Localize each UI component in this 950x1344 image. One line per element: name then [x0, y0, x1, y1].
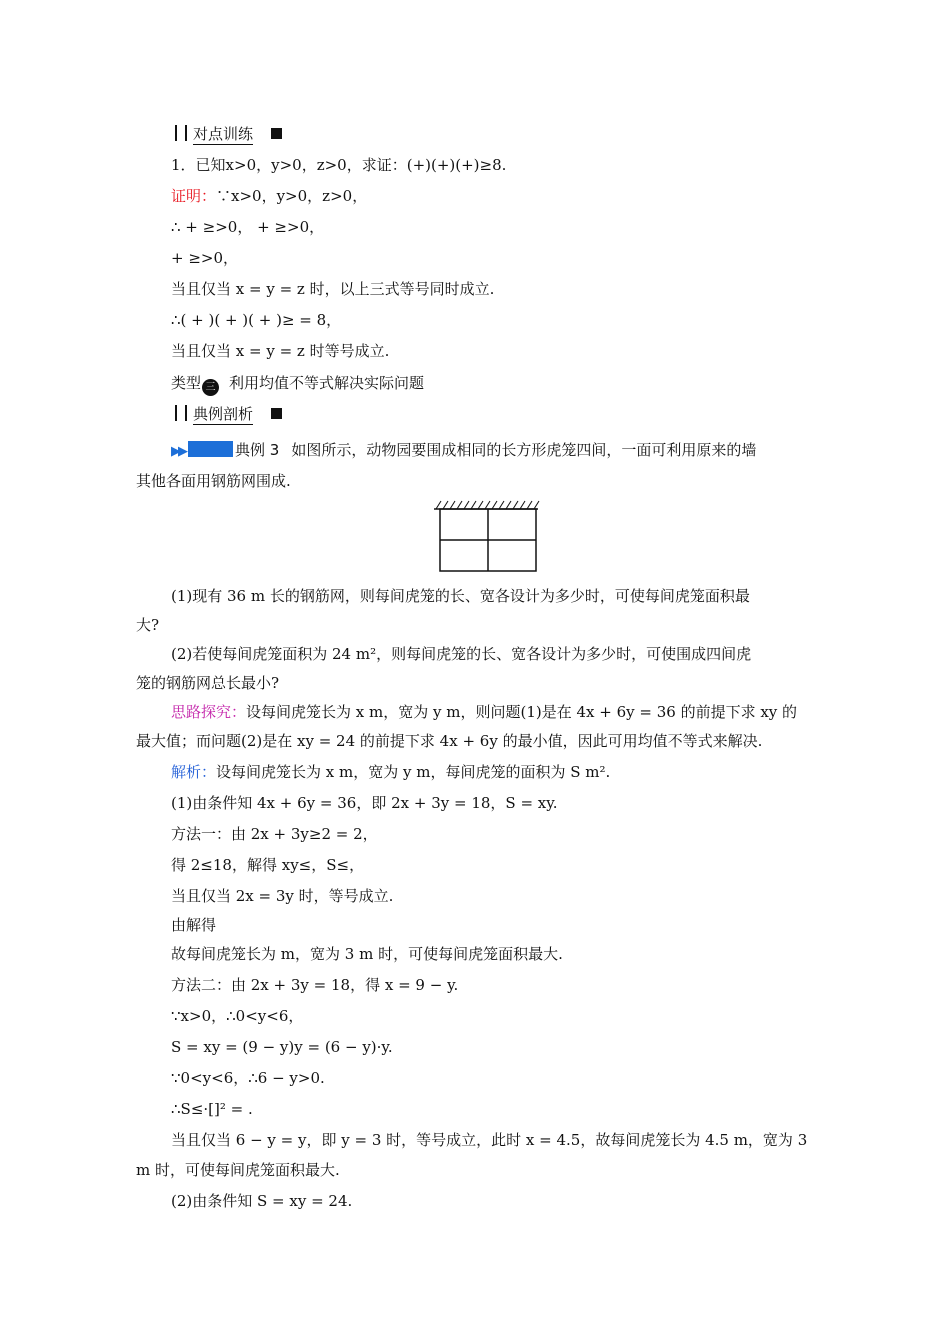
solution-step-10: ∵0<y<6，∴6 − y>0.	[171, 1069, 325, 1087]
solution-step-9: S = xy = (9 − y)y = (6 − y)·y.	[171, 1038, 393, 1056]
problem-statement: 1．已知x>0，y>0，z>0，求证：(+)(+)(+)≥8.	[171, 156, 507, 174]
proof-label: 证明：	[171, 187, 217, 205]
solution-step-1: (1)由条件知 4x + 6y = 36，即 2x + 3y = 18，S = xy.	[171, 794, 558, 812]
section-heading-examples: 典例剖析	[171, 404, 282, 424]
double-arrow-icon: ▶▶	[171, 444, 185, 459]
wall-hatching	[434, 501, 539, 509]
solution-step-12: 当且仅当 6 − y = y，即 y = 3 时，等号成立，此时 x = 4.5，故每间虎笼长为 4.5 m，宽为 3	[171, 1131, 808, 1149]
square-icon	[271, 408, 282, 419]
example-line-1: ▶▶ 典例 3 如图所示，动物园要围成相同的长方形虎笼四间，一面可利用原来的墙	[171, 441, 757, 459]
example-tag-block	[188, 441, 233, 457]
question-2-line-1: (2)若使每间虎笼面积为 24 m²，则每间虎笼的长、宽各设计为多少时，可使围成四间虎	[171, 645, 752, 663]
solution-step-8: ∵x>0，∴0<y<6，	[171, 1007, 304, 1025]
question-1-line-1: (1)现有 36 m 长的钢筋网，则每间虎笼的长、宽各设计为多少时，可使每间虎笼面积最	[171, 587, 750, 605]
cage-diagram	[430, 498, 542, 574]
solution-step-2: 方法一：由 2x + 3y≥2 = 2，	[171, 825, 378, 843]
question-2-line-2: 笼的钢筋网总长最小?	[136, 674, 280, 692]
solution-intro: 解析：设每间虎笼长为 x m，宽为 y m，每间虎笼的面积为 S m².	[171, 763, 611, 781]
proof-line-6: 当且仅当 x = y = z 时等号成立.	[171, 342, 390, 360]
idea-label: 思路探究：	[171, 703, 247, 721]
solution-step-4: 当且仅当 2x = 3y 时，等号成立.	[171, 887, 394, 905]
idea-line-2: 最大值；而问题(2)是在 xy = 24 的前提下求 4x + 6y 的最小值，因此可用均值不等式来解决.	[136, 732, 763, 750]
solution-label: 解析：	[171, 763, 217, 781]
type-heading: 类型 三 利用均值不等式解决实际问题	[171, 373, 424, 396]
solution-step-14: (2)由条件知 S = xy = 24.	[171, 1192, 353, 1210]
solution-step-5: 由解得	[171, 916, 217, 934]
square-icon	[271, 128, 282, 139]
solution-step-7: 方法二：由 2x + 3y = 18，得 x = 9 − y.	[171, 976, 459, 994]
proof-line-5: ∴( + )( + )( + )≥ = 8，	[171, 311, 342, 329]
idea-line-1: 思路探究：设每间虎笼长为 x m，宽为 y m，则问题(1)是在 4x + 6y = 36 的前提下求 xy 的	[171, 703, 798, 721]
double-bar-icon	[171, 125, 193, 141]
solution-step-13: m 时，可使每间虎笼面积最大.	[136, 1161, 340, 1179]
solution-step-3: 得 2≤18，解得 xy≤，S≤，	[171, 856, 365, 874]
cage-grid	[440, 509, 536, 571]
section-heading-practice: 对点训练	[171, 124, 282, 144]
proof-line-3: + ≥>0，	[171, 249, 239, 267]
proof-line-4: 当且仅当 x = y = z 时，以上三式等号同时成立.	[171, 280, 495, 298]
question-1-line-2: 大?	[136, 616, 160, 634]
type-number-badge: 三	[202, 379, 219, 396]
example-line-2: 其他各面用钢筋网围成.	[136, 472, 291, 490]
solution-step-11: ∴S≤·[]² = .	[171, 1100, 253, 1118]
double-bar-icon	[171, 405, 193, 421]
proof-line-2: ∴ + ≥>0， + ≥>0，	[171, 218, 325, 236]
solution-step-6: 故每间虎笼长为 m，宽为 3 m 时，可使每间虎笼面积最大.	[171, 945, 563, 963]
proof-line-1: 证明：∵x>0，y>0，z>0，	[171, 187, 368, 205]
